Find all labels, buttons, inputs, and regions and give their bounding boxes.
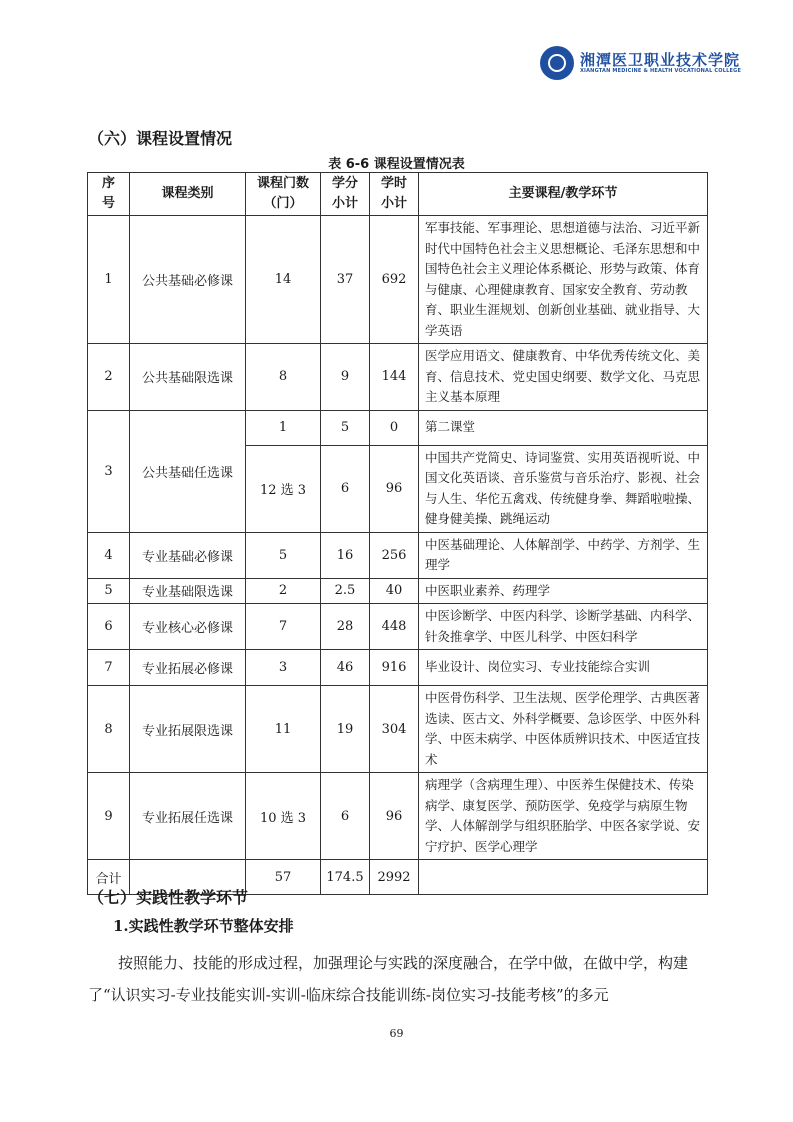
total-count: 57	[246, 860, 321, 895]
table-row	[88, 604, 708, 650]
cell-credits: 28	[321, 604, 370, 650]
table-row	[88, 578, 708, 604]
cell-credits: 37	[321, 216, 370, 344]
cell-main: 病理学（含病理生理）、中医养生保健技术、传染病学、康复医学、预防医学、免疫学与病原生物学、人体解剖学与组织胚胎学、中医各家学说、安宁疗护、医学心理学	[419, 773, 708, 860]
table-row	[88, 773, 708, 860]
cell-credits: 19	[321, 686, 370, 773]
cell-category: 公共基础任选课	[130, 410, 246, 532]
cell-count: 12 选 3	[246, 445, 321, 532]
cell-main: 中医基础理论、人体解剖学、中药学、方剂学、生理学	[419, 532, 708, 578]
cell-count: 14	[246, 216, 321, 344]
cell-hours: 0	[370, 410, 419, 445]
cell-credits: 6	[321, 445, 370, 532]
header-category: 课程类别	[130, 173, 246, 216]
total-label: 合计	[88, 860, 130, 895]
table-row	[88, 216, 708, 344]
college-logo	[540, 46, 742, 82]
cell-category: 公共基础限选课	[130, 344, 246, 411]
table-row	[88, 410, 708, 445]
subsection-heading: 1.实践性教学环节整体安排	[113, 917, 294, 935]
cell-hours: 692	[370, 216, 419, 344]
cell-category: 专业拓展限选课	[130, 686, 246, 773]
cell-no: 8	[88, 686, 130, 773]
cell-no: 3	[88, 410, 130, 532]
total-main-empty	[419, 860, 708, 895]
section-heading-7: （七）实践性教学环节	[88, 888, 249, 907]
cell-hours: 256	[370, 532, 419, 578]
cell-credits: 16	[321, 532, 370, 578]
table-row	[88, 686, 708, 773]
cell-no: 1	[88, 216, 130, 344]
header-hours: 学时 小计	[370, 173, 419, 216]
table-header-row	[88, 173, 708, 216]
logo-chinese-name: 湘潭医卫职业技术学院	[580, 51, 741, 69]
cell-no: 2	[88, 344, 130, 411]
cell-main: 中医骨伤科学、卫生法规、医学伦理学、古典医著选读、医古文、外科学概要、急诊医学、中医外科学、中医未病学、中医体质辨识技术、中医适宜技术	[419, 686, 708, 773]
cell-count: 1	[246, 410, 321, 445]
table-caption: 表 6-6 课程设置情况表	[328, 157, 465, 172]
cell-no: 7	[88, 650, 130, 686]
cell-count: 10 选 3	[246, 773, 321, 860]
cell-hours: 96	[370, 445, 419, 532]
cell-category: 专业基础限选课	[130, 578, 246, 604]
header-count: 课程门数 （门）	[246, 173, 321, 216]
cell-no: 4	[88, 532, 130, 578]
cell-category: 专业基础必修课	[130, 532, 246, 578]
header-no: 序 号	[88, 173, 130, 216]
cell-category: 公共基础必修课	[130, 216, 246, 344]
cell-no: 6	[88, 604, 130, 650]
cell-main: 医学应用语文、健康教育、中华优秀传统文化、美育、信息技术、党史国史纲要、数学文化、马克思主义基本原理	[419, 344, 708, 411]
cell-credits: 9	[321, 344, 370, 411]
cell-hours: 96	[370, 773, 419, 860]
table-row	[88, 344, 708, 411]
cell-hours: 304	[370, 686, 419, 773]
cell-no: 9	[88, 773, 130, 860]
cell-credits: 6	[321, 773, 370, 860]
course-table	[87, 172, 708, 895]
cell-credits: 2.5	[321, 578, 370, 604]
cell-main: 第二课堂	[419, 410, 708, 445]
cell-hours: 40	[370, 578, 419, 604]
cell-count: 8	[246, 344, 321, 411]
cell-category: 专业拓展必修课	[130, 650, 246, 686]
cell-no: 5	[88, 578, 130, 604]
cell-count: 3	[246, 650, 321, 686]
cell-count: 11	[246, 686, 321, 773]
cell-main: 中医诊断学、中医内科学、诊断学基础、内科学、针灸推拿学、中医儿科学、中医妇科学	[419, 604, 708, 650]
logo-english-name: XIANGTAN MEDICINE & HEALTH VOCATIONAL COLLEGE	[580, 68, 742, 74]
cell-hours: 916	[370, 650, 419, 686]
cell-main: 中医职业素养、药理学	[419, 578, 708, 604]
table-row	[88, 650, 708, 686]
cell-main: 中国共产党简史、诗词鉴赏、实用英语视听说、中国文化英语谈、音乐鉴赏与音乐治疗、影视、社会与人生、华佗五禽戏、传统健身拳、舞蹈啦啦操、健身健美操、跳绳运动	[419, 445, 708, 532]
header-credits: 学分 小计	[321, 173, 370, 216]
cell-main: 军事技能、军事理论、思想道德与法治、习近平新时代中国特色社会主义思想概论、毛泽东思想和中国特色社会主义理论体系概论、形势与政策、体育与健康、心理健康教育、国家安全教育、劳动教育、职业生涯规划、创新创业基础、就业指导、大学英语	[419, 216, 708, 344]
total-credits: 174.5	[321, 860, 370, 895]
cell-hours: 448	[370, 604, 419, 650]
cell-main: 毕业设计、岗位实习、专业技能综合实训	[419, 650, 708, 686]
table-row	[88, 532, 708, 578]
total-hours: 2992	[370, 860, 419, 895]
cell-count: 7	[246, 604, 321, 650]
cell-credits: 46	[321, 650, 370, 686]
cell-credits: 5	[321, 410, 370, 445]
cell-category: 专业核心必修课	[130, 604, 246, 650]
section-heading-6: （六）课程设置情况	[88, 129, 233, 148]
cell-count: 2	[246, 578, 321, 604]
header-main: 主要课程/教学环节	[419, 173, 708, 216]
cell-count: 5	[246, 532, 321, 578]
page-number: 69	[389, 1027, 404, 1040]
body-paragraph: 按照能力、技能的形成过程，加强理论与实践的深度融合，在学中做，在做中学，构建了“认识实习-专业技能实训-实训-临床综合技能训练-岗位实习-技能考核”的多元	[88, 954, 689, 1004]
cell-hours: 144	[370, 344, 419, 411]
college-emblem-icon	[540, 46, 574, 80]
cell-category: 专业拓展任选课	[130, 773, 246, 860]
